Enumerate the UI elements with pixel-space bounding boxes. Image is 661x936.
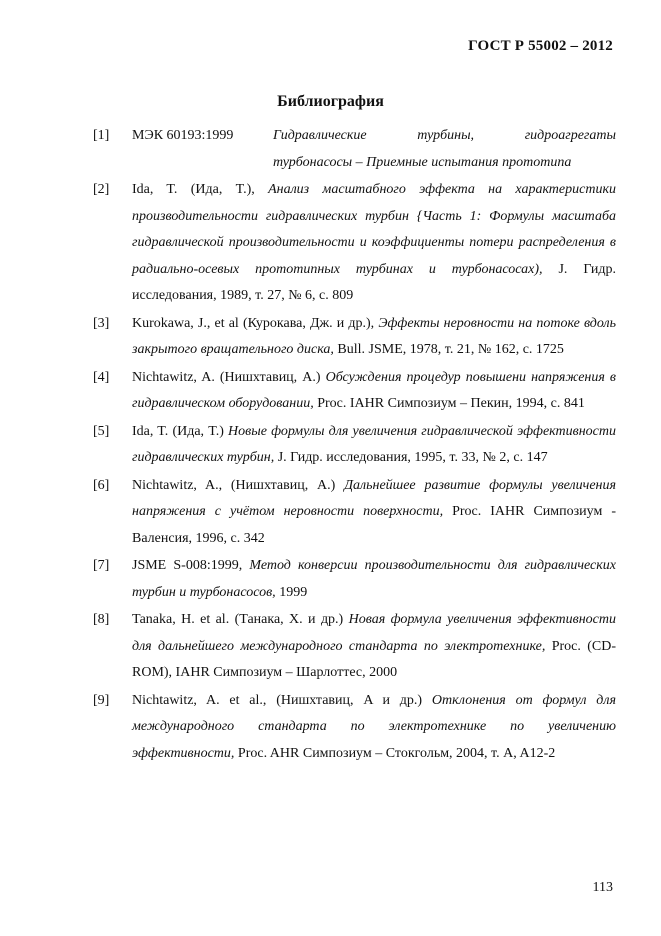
- reference-code: МЭК 60193:1999: [132, 128, 234, 143]
- reference-number: [4]: [93, 369, 110, 385]
- reference-body: [132, 311, 616, 364]
- reference-title: Эффекты неровности на потоке вдоль закрытого вращательного диска,: [132, 315, 616, 357]
- reference-1: [93, 123, 616, 176]
- reference-source: Proc. IAHR Симпозиум - Валенсия, 1996, с. 342: [132, 504, 616, 546]
- reference-body: [132, 473, 616, 553]
- reference-9: [93, 688, 616, 768]
- reference-authors: Ida, T. (Ида, T.),: [132, 182, 269, 197]
- reference-authors: Nichtawitz, A. (Нишхтавиц, A.): [132, 369, 326, 385]
- reference-body: [132, 419, 616, 472]
- reference-8: [93, 607, 616, 687]
- reference-number: [9]: [93, 692, 110, 708]
- reference-title: Дальнейшее развитие формулы увеличения напряжения с учётом неровности поверхности,: [132, 477, 616, 519]
- reference-number: [8]: [93, 612, 110, 627]
- reference-body: [132, 177, 616, 310]
- reference-source: 1999: [275, 584, 308, 600]
- reference-title: Новая формула увеличения эффективности для дальнейшего международного стандарта по электротехнике,: [132, 612, 617, 654]
- reference-source: J. Гидр. исследования, 1989, т. 27, № 6, с. 809: [132, 261, 617, 303]
- reference-body: [132, 553, 616, 606]
- reference-source: Proc. (CD-ROM), IAHR Симпозиум – Шарлоттес, 2000: [132, 638, 617, 680]
- reference-title: Метод конверсии производительности для гидравлических турбин и турбонасосов,: [132, 558, 617, 600]
- reference-number: [1]: [93, 128, 110, 143]
- reference-source: Proc. IAHR Симпозиум – Пекин, 1994, с. 841: [313, 396, 585, 411]
- reference-2: [93, 177, 616, 310]
- reference-title: [273, 123, 616, 176]
- reference-7: [93, 553, 616, 606]
- reference-authors: Kurokawa, J., et al (Курокава, Дж. и др.),: [132, 315, 379, 331]
- reference-authors: Ida, T. (Ида, T.): [132, 423, 229, 439]
- reference-number: [3]: [93, 315, 110, 331]
- reference-4: [93, 365, 616, 418]
- reference-source: Bull. JSME, 1978, т. 21, № 162, с. 1725: [333, 342, 564, 357]
- reference-title-line-1: Гидравлические турбины, гидроагрегаты: [273, 128, 616, 143]
- reference-authors: Tanaka, H. et al. (Танака, X. и др.): [132, 612, 349, 627]
- page-title: Библиография: [277, 93, 384, 110]
- document-header: ГОСТ Р 55002 – 2012: [468, 38, 613, 54]
- reference-number: [7]: [93, 558, 110, 573]
- reference-title: Обсуждения процедур повышени напряжения в гидравлическом оборудовании,: [132, 369, 616, 411]
- reference-body: [132, 607, 616, 687]
- reference-authors: Nichtawitz, A., (Нишхтавиц, A.): [132, 477, 345, 493]
- reference-title: Новые формулы для увеличения гидравлической эффективности гидравлических турбин,: [132, 423, 616, 465]
- reference-body: [132, 365, 616, 418]
- reference-body: [132, 688, 616, 768]
- reference-title: Анализ масштабного эффекта на характеристики производительности гидравлических турбин {Часть 1: Формулы масштаба гидравлической производительности и коэффициенты потери распределения в радиально-осевых прототипных турбинах и турбонасосах),: [132, 182, 616, 277]
- bibliography-list: [93, 123, 616, 768]
- reference-6: [93, 473, 616, 553]
- reference-number: [6]: [93, 477, 110, 493]
- reference-5: [93, 419, 616, 472]
- reference-title-line-2: турбонасосы – Приемные испытания прототипа: [273, 154, 572, 170]
- reference-body: [132, 123, 616, 176]
- reference-number: [2]: [93, 182, 110, 197]
- reference-3: [93, 311, 616, 364]
- reference-authors: JSME S-008:1999,: [132, 558, 250, 573]
- reference-authors: Nichtawitz, A. et al., (Нишхтавиц, A и др.): [132, 692, 432, 708]
- reference-title: Отклонения от формул для международного стандарта по электротехнике по увеличению эффективности,: [132, 692, 616, 761]
- reference-source: J. Гидр. исследования, 1995, т. 33, № 2, с. 147: [274, 450, 548, 465]
- reference-source: Proc. AHR Симпозиум – Стокгольм, 2004, т. A, A12-2: [234, 745, 556, 761]
- reference-number: [5]: [93, 423, 110, 439]
- page-number: 113: [592, 880, 613, 895]
